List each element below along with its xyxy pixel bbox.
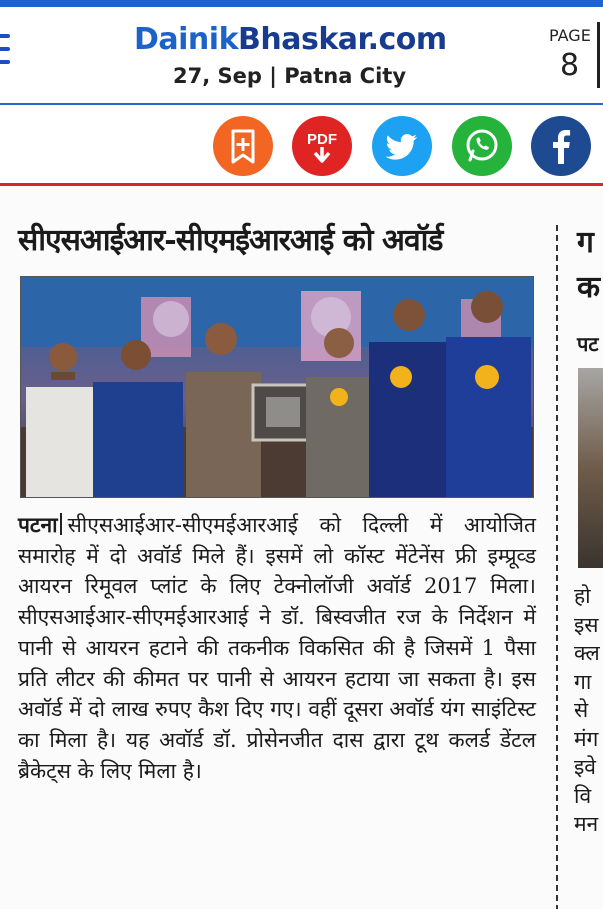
twitter-bird-icon [372,116,432,176]
twitter-share-button[interactable] [372,116,432,176]
whatsapp-share-button[interactable] [452,116,512,176]
top-accent-bar [0,0,603,7]
whatsapp-icon [452,116,512,176]
next-article-line: से [574,698,589,722]
next-article-line: मंग [574,726,599,751]
page-indicator[interactable] [541,22,600,88]
next-article-line: इवे [574,755,596,779]
page-label: PAGE [549,26,591,45]
bookmark-button[interactable] [213,116,273,176]
article-photo [20,276,534,498]
next-article-dateline: पट [577,332,599,356]
pdf-download-button[interactable] [292,116,352,176]
brand-part-1: Dainik [134,22,239,57]
article-body [18,510,536,786]
edition-date-city: 27, Sep | Patna City [173,64,407,88]
next-article-line: मन [574,812,599,836]
article-dateline: पटना [18,512,58,537]
next-article-line: वि [574,783,592,808]
bookmark-plus-icon [213,116,273,176]
next-article-line: इस [574,612,599,637]
article-headline: सीएसआईआर-सीएमईआरआई को अवॉर्ड [18,223,443,258]
next-article-headline-line2: क [577,270,601,305]
page-number: 8 [560,48,580,83]
next-article-headline-line1: ग [577,225,594,260]
menu-icon[interactable] [0,34,10,64]
brand-part-2: Bhaskar.com [238,22,447,57]
next-article-line: हो [574,584,591,608]
article-body-text: सीएसआईआर-सीएमईआरआई को दिल्ली में आयोजित समारोह में दो अवॉर्ड मिले हैं। इसमें लो कॉस्ट मेंटेनेंस फ्री इम्प्रूव्ड आयरन रिमूवल प्लांट के लिए टेक्नोलॉजी अवॉर्ड 2017 मिला। सीएसआईआर-सीएमईआरआई ने डॉ. बिस्वजीत रज के निर्देशन में पानी से आयरन हटाने की तकनीक विकसित की है जिसमें 1 पैसा प्रति लीटर की कीमत पर पानी से आयरन हटाया जा सकता है। इस अवॉर्ड में दो लाख रुपए कैश दिए गए। वहीं दूसरा अवॉर्ड यंग साइंटिस्ट का मिला है। यह अवॉर्ड डॉ. प्रोसेनजीत दास द्वारा टूथ कलर्ड डेंटल ब्रैकेट्स के लिए मिला है। [18,513,536,783]
pdf-download-icon [292,116,352,176]
facebook-f-icon [531,116,591,176]
dateline-separator [60,513,62,535]
next-article-text [574,582,603,839]
award-ceremony-photo [21,277,533,497]
column-divider [556,225,558,909]
next-article-line: क्ल [574,641,600,665]
pdf-label: PDF [307,131,337,148]
facebook-share-button[interactable] [531,116,591,176]
next-article-line: गा [574,669,592,694]
site-logo[interactable] [134,22,447,57]
next-article-photo [578,368,603,568]
